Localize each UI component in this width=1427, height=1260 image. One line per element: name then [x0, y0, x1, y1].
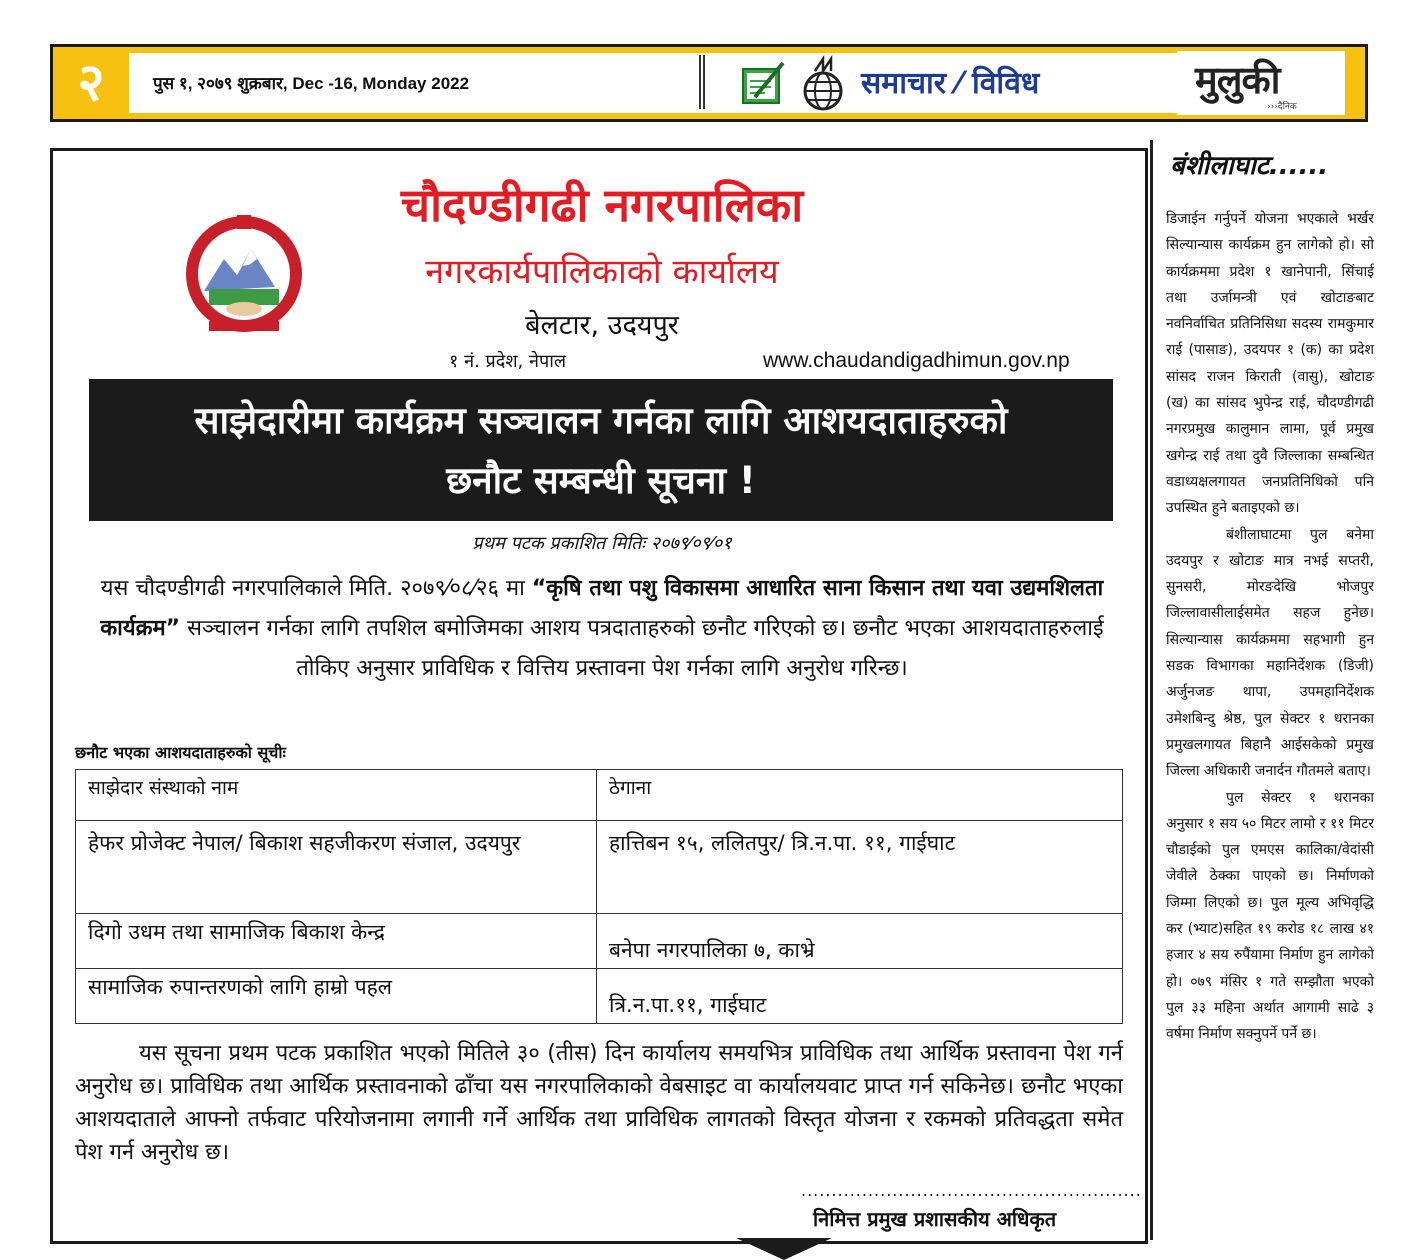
newspaper-logo — [1177, 51, 1345, 115]
intro-text-b: सञ्चालन गर्नका लागि तपशिल बमोजिमका आशय पत्रदाताहरुको छनौट गरिएको छ। छनौट भएका आशयदाताहरुलाई तोकिए अनुसार प्राविधिक र वित्तिय प्रस्तावना पेश गर्नका लागि अनुरोध गरिन्छ। — [180, 616, 1104, 681]
table-row — [76, 969, 1123, 1024]
first-published-date: प्रथम पटक प्रकाशित मितिः २०७९⁄०९⁄०१ — [472, 533, 732, 554]
column-paragraph: बंशीलाघाटमा पुल बनेमा उदयपुर र खोटाङ मात्र नभई सप्तरी, सुनसरी, मोरङदेखि भोजपुर जिल्लावासीलाईसमेत सहज हुनेछ। सिल्यान्यास कार्यक्रममा सहभागी हुन सडक विभागका महानिर्देशक (डिजी) अर्जुनजङ थापा, उपमहानिर्देशक उमेशबिन्दु श्रेष्ठ, पुल सेक्टर १ धरानका प्रमुखलगायत बिहानै आईसकेको प्रमुख जिल्ला अधिकारी जनार्दन गौतमले बताए। — [1166, 526, 1374, 780]
selected-organizations-table — [75, 769, 1123, 1024]
signatory-title: निमित्त प्रमुख प्रशासकीय अधिकृत — [813, 1207, 1057, 1231]
column-paragraph: पुल सेक्टर १ धरानका अनुसार १ सय ५० मिटर लामो र ११ मिटर चौडाईको पुल एमएस कालिका/वेदांसी जेवीले ठेक्का पाएको छ। निर्माणको जिम्मा लिएको छ। पुल मूल्य अभिवृद्धि कर (भ्याट)सहित १९ करोड १८ लाख ४१ हजार ४ सय रुपैंयामा निर्माण हुन लागेको हो। ०७९ मंसिर १ गते सम्झौता भएको पुल ३३ महिना अर्थात आगामी साढे ३ वर्षमा निर्माण सक्नुपर्ने पर्ने छ। — [1166, 789, 1374, 1043]
headline-line-1: साझेदारीमा कार्यक्रम सञ्चालन गर्नका लागि आशयदाताहरुको — [194, 399, 1008, 442]
section-label: समाचार ⁄ विविध — [861, 66, 1040, 101]
intro-text-a: यस चौदण्डीगढी नगरपालिकाले मिति. २०७९⁄०८⁄२६ मा — [100, 576, 532, 601]
news-column — [1160, 140, 1376, 1240]
org-address-cell: बनेपा नगरपालिका ७, काभ्रे — [597, 914, 1123, 969]
notice-headline — [89, 379, 1113, 521]
column-header-name: साझेदार संस्थाको नाम — [76, 770, 597, 821]
column-paragraph: डिजाईन गर्नुपर्ने योजना भएकाले भर्खर सिल्यान्यास कार्यक्रम हुन लागेको हो। सो कार्यक्रममा प्रदेश १ खानेपानी, सिंचाई तथा उर्जामन्त्री एवं खोटाङबाट नवनिर्वाचित प्रतिनिसिधा सदस्य रामकुमार राई (पासाङ), उदयपर १ (क) का प्रदेश सांसद राजन किराती (वासु), खोटाङ (ख) का सांसद भुपेन्द्र राई, चौदण्डीगढी नगरप्रमुख कालुमान लामा, पूर्व प्रमुख खगेन्द्र राई तथा दुवै जिल्लाका सम्बन्धित वडाध्यक्षलगायत जनप्रतिनिधिको पनि उपस्थित हुने बताइएको छ। — [1166, 211, 1374, 517]
issue-date: पुस १, २०७९ शुक्रबार, Dec -16, Monday 2022 — [153, 74, 470, 93]
org-name-cell: हेफर प्रोजेक्ट नेपाल/ बिकाश सहजीकरण संजाल, उदयपुर — [76, 821, 597, 914]
org-name-cell: सामाजिक रुपान्तरणको लागि हाम्रो पहल — [76, 969, 597, 1024]
column-continuation-title: बंशीलाघाट...... — [1170, 151, 1329, 181]
column-header-address: ठेगाना — [597, 770, 1123, 821]
list-title: छनौट भएका आशयदाताहरुको सूचीः — [75, 743, 286, 762]
column-divider — [1150, 140, 1153, 1240]
column-body — [1166, 206, 1374, 1048]
office-name: नगरकार्यपालिकाको कार्यालय — [425, 252, 779, 292]
newspaper-name: मुलुकी — [1195, 58, 1280, 102]
closing-paragraph: यस सूचना प्रथम पटक प्रकाशित भएको मितिले ३० (तीस) दिन कार्यालय समयभित्र प्राविधिक तथा आर्थिक प्रस्तावना पेश गर्न अनुरोध छ। प्राविधिक तथा आर्थिक प्रस्तावनाको ढाँचा यस नगरपालिकाको वेबसाइट वा कार्यालयवाट प्राप्त गर्न सकिनेछ। छनौट भएका आशयदाताले आफ्नो तर्फवाट परियोजनामा लगानी गर्ने आर्थिक तथा प्राविधिक लागतको विस्तृत योजना र रकमको प्रतिवद्धता समेत पेश गर्न अनुरोध छ। — [75, 1041, 1123, 1165]
page-bottom-marker — [736, 1238, 832, 1260]
newspaper-tagline: ›››दैनिक — [1267, 102, 1297, 112]
intro-paragraph — [87, 569, 1117, 689]
globe-dove-icon — [793, 55, 853, 111]
website-url[interactable]: www.chaudandigadhimun.gov.np — [763, 349, 1070, 372]
pen-notebook-icon — [741, 59, 787, 107]
public-notice — [50, 148, 1148, 1244]
headline-line-2: छनौट सम्बन्धी सूचना ! — [446, 459, 756, 502]
municipality-name: चौदण्डीगढी नगरपालिका — [400, 178, 804, 232]
signature-line: ........................................................ — [801, 1181, 1142, 1200]
table-row — [76, 914, 1123, 969]
province-line: १ नं. प्रदेश, नेपाल — [449, 351, 567, 372]
office-address: बेलटार, उदयपुर — [525, 310, 679, 341]
table-header-row — [76, 770, 1123, 821]
header-right-rule — [1343, 47, 1365, 119]
page-number: २ — [53, 47, 129, 119]
table-row — [76, 821, 1123, 914]
org-address-cell: हात्तिबन १५, ललितपुर/ त्रि.न.पा. ११, गाईघाट — [597, 821, 1123, 914]
org-address-cell: त्रि.न.पा.११, गाईघाट — [597, 969, 1123, 1024]
page-header — [50, 44, 1368, 122]
header-separator — [699, 55, 705, 109]
org-name-cell: दिगो उधम तथा सामाजिक बिकाश केन्द्र — [76, 914, 597, 969]
program-name: “कृषि तथा पशु विकासमा आधारित साना किसान तथा यवा उद्यमशिलता कार्यक्रम” — [100, 576, 1104, 641]
